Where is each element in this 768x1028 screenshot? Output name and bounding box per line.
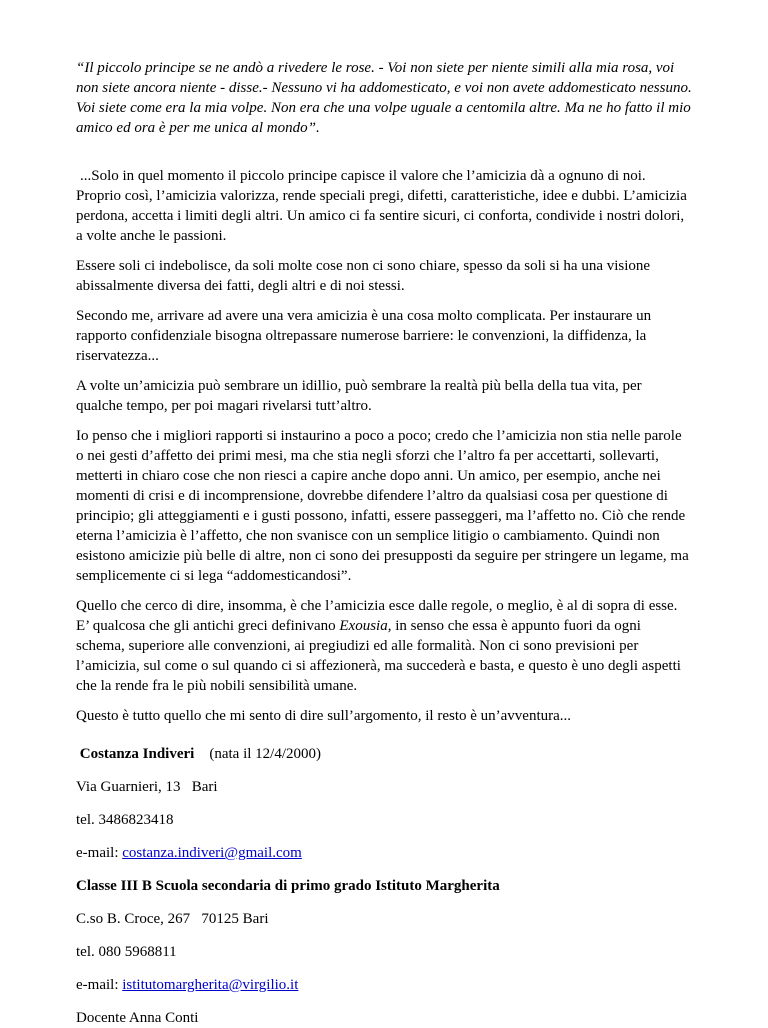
author-phone: tel. 3486823418	[76, 812, 174, 828]
author-line	[76, 744, 692, 764]
exousia-term: Exousia,	[339, 618, 392, 634]
author-email-line	[76, 843, 692, 863]
author-birth-date: (nata il 12/4/2000)	[194, 746, 321, 762]
school-email-line	[76, 975, 692, 995]
contact-section	[76, 744, 692, 1028]
paragraph-text-before: Quello che cerco di dire, insomma, è che l’amicizia esce dalle regole, o meglio, è al di sopra di esse. E’ qualcosa che gli antichi greci definivano	[76, 598, 678, 634]
paragraph-idillio: A volte un’amicizia può sembrare un idillio, può sembrare la realtà più bella della tua vita, per qualche tempo, per poi magari rivelarsi tutt’altro.	[76, 378, 642, 414]
school-address: C.so B. Croce, 267 70125 Bari	[76, 911, 269, 927]
paragraph-affetto: Io penso che i migliori rapporti si instaurino a poco a poco; credo che l’amicizia non stia nelle parole o nei gesti d’affetto dei primi mesi, ma che stia negli sforzi che l’altro fa per accettarti, sollevarti, metterti in chiaro cose che non riesci a capire anche dopo anni. Un amico, per esempio, anche nei momenti di crisi e di incomprensione, dovrebbe difendere l’altro da qualsiasi cosa per questione di principio; gli atteggiamenti e i gusti possono, infatti, essere passeggeri, ma l’affetto no. Ciò che rende eterna l’amicizia è l’affetto, che non svanisce con un semplice litigio o cambiamento. Quindi non esistono amicizie più belle di altre, non ci sono dei presupposti da seguire per stringere un legame, ma semplicemente ci si lega “addomesticandosi”.	[76, 428, 689, 584]
paragraph-barriers: Secondo me, arrivare ad avere una vera amicizia è una cosa molto complicata. Per instaurare un rapporto confidenziale bisogna oltrepassare numerose barriere: le convenzioni, la diffidenza, la riservatezza...	[76, 308, 652, 364]
school-class-line: Classe III B Scuola secondaria di primo grado Istituto Margherita	[76, 878, 500, 894]
paragraph-exousia	[76, 596, 692, 696]
opening-quote: “Il piccolo principe se ne andò a rivedere le rose. - Voi non siete per niente simili alla mia rosa, voi non siete ancora niente - disse.- Nessuno vi ha addomesticato, e voi non avete addomesticato nessuno. Voi siete come era la mia volpe. Non era che una volpe uguale a centomila altre. Ma ne ho fatto il mio amico ed ora è per me unica al mondo”.	[76, 60, 692, 136]
author-email-link[interactable]: costanza.indiveri@gmail.com	[122, 845, 302, 861]
paragraph-intro: ...Solo in quel momento il piccolo principe capisce il valore che l’amicizia dà a ognuno di noi. Proprio così, l’amicizia valorizza, rende speciali pregi, difetti, caratteristiche, idee e dubbi. L’amicizia perdona, accetta i limiti degli altri. Un amico ci fa sentire sicuri, ci conforta, condivide i nostri dolori, a volte anche le passioni.	[76, 168, 687, 244]
school-email-label: e-mail:	[76, 977, 123, 993]
email-label: e-mail:	[76, 845, 123, 861]
school-phone: tel. 080 5968811	[76, 944, 177, 960]
author-address: Via Guarnieri, 13 Bari	[76, 779, 218, 795]
teacher-line: Docente Anna Conti	[76, 1010, 199, 1026]
paragraph-text-after: in senso che essa è appunto fuori da ogni schema, superiore alle convenzioni, ai pregiudizi ed alle formalità. Non ci sono previsioni per l’amicizia, sul come o sul quando ci si affezionerà, ma succederà e basta, e questo è uno degli aspetti che la rende fra le più nobili sensibilità umane.	[76, 618, 681, 694]
paragraph-closing: Questo è tutto quello che mi sento di dire sull’argomento, il resto è un’avventura...	[76, 708, 572, 724]
paragraph-solitude: Essere soli ci indebolisce, da soli molte cose non ci sono chiare, spesso da soli si ha una visione abissalmente diversa dei fatti, degli altri e di noi stessi.	[76, 258, 651, 294]
school-email-link[interactable]: istitutomargherita@virgilio.it	[122, 977, 299, 993]
author-name: Costanza Indiveri	[76, 746, 195, 762]
